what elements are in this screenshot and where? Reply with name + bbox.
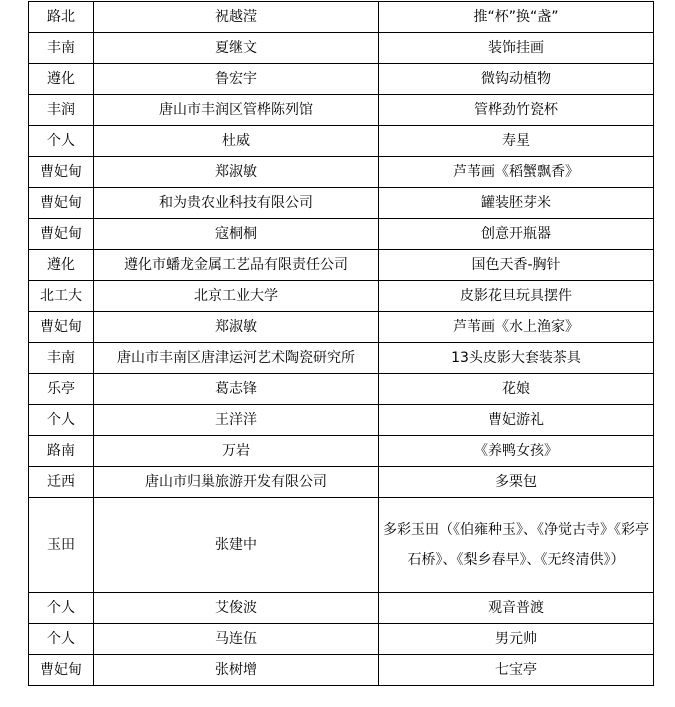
table-row — [29, 498, 654, 593]
table-row — [29, 374, 654, 405]
table-row — [29, 281, 654, 312]
work-cell: 推“杯”换“盏” — [379, 2, 654, 33]
table-row — [29, 33, 654, 64]
work-cell: 国色天香-胸针 — [379, 250, 654, 281]
region-cell: 曹妃甸 — [29, 188, 94, 219]
table-row — [29, 219, 654, 250]
table-row — [29, 126, 654, 157]
work-cell: 寿星 — [379, 126, 654, 157]
unit-cell: 唐山市归巢旅游开发有限公司 — [94, 467, 379, 498]
work-cell: 皮影花旦玩具摆件 — [379, 281, 654, 312]
unit-cell: 艾俊波 — [94, 593, 379, 624]
table-row — [29, 188, 654, 219]
region-cell: 曹妃甸 — [29, 157, 94, 188]
table-row — [29, 250, 654, 281]
work-cell: 观音普渡 — [379, 593, 654, 624]
unit-cell: 马连伍 — [94, 624, 379, 655]
work-cell: 七宝亭 — [379, 655, 654, 686]
unit-cell: 万岩 — [94, 436, 379, 467]
work-cell: 微钩动植物 — [379, 64, 654, 95]
unit-cell: 郑淑敏 — [94, 312, 379, 343]
work-cell: 13头皮影大套装茶具 — [379, 343, 654, 374]
region-cell: 玉田 — [29, 498, 94, 593]
region-cell: 乐亭 — [29, 374, 94, 405]
region-cell: 遵化 — [29, 64, 94, 95]
unit-cell: 张建中 — [94, 498, 379, 593]
table-row — [29, 64, 654, 95]
region-cell: 曹妃甸 — [29, 219, 94, 250]
unit-cell: 北京工业大学 — [94, 281, 379, 312]
region-cell: 个人 — [29, 405, 94, 436]
region-cell: 路南 — [29, 436, 94, 467]
unit-cell: 郑淑敏 — [94, 157, 379, 188]
work-cell: 男元帅 — [379, 624, 654, 655]
table-body — [29, 2, 654, 686]
unit-cell: 唐山市丰南区唐津运河艺术陶瓷研究所 — [94, 343, 379, 374]
unit-cell: 和为贵农业科技有限公司 — [94, 188, 379, 219]
work-cell: 创意开瓶器 — [379, 219, 654, 250]
table-row — [29, 405, 654, 436]
work-cell: 花娘 — [379, 374, 654, 405]
work-cell: 管桦劲竹瓷杯 — [379, 95, 654, 126]
work-cell: 罐装胚芽米 — [379, 188, 654, 219]
unit-cell: 王洋洋 — [94, 405, 379, 436]
work-cell: 多彩玉田（《伯雍种玉》、《净觉古寺》《彩亭石桥》、《梨乡春早》、《无终清供》） — [379, 498, 654, 593]
unit-cell: 夏继文 — [94, 33, 379, 64]
unit-cell: 祝越滢 — [94, 2, 379, 33]
unit-cell: 鲁宏宇 — [94, 64, 379, 95]
table-row — [29, 624, 654, 655]
region-cell: 丰南 — [29, 33, 94, 64]
work-cell: 芦苇画《稻蟹飘香》 — [379, 157, 654, 188]
region-cell: 遵化 — [29, 250, 94, 281]
exhibit-table — [28, 1, 654, 686]
table-row — [29, 157, 654, 188]
region-cell: 个人 — [29, 593, 94, 624]
table-row — [29, 436, 654, 467]
region-cell: 曹妃甸 — [29, 655, 94, 686]
table-row — [29, 593, 654, 624]
unit-cell: 张树增 — [94, 655, 379, 686]
region-cell: 北工大 — [29, 281, 94, 312]
work-cell: 装饰挂画 — [379, 33, 654, 64]
region-cell: 路北 — [29, 2, 94, 33]
region-cell: 丰南 — [29, 343, 94, 374]
unit-cell: 唐山市丰润区管桦陈列馆 — [94, 95, 379, 126]
table-row — [29, 95, 654, 126]
table-row — [29, 2, 654, 33]
unit-cell: 杜威 — [94, 126, 379, 157]
region-cell: 个人 — [29, 624, 94, 655]
work-cell: 多栗包 — [379, 467, 654, 498]
unit-cell: 葛志锋 — [94, 374, 379, 405]
table-row — [29, 467, 654, 498]
work-cell: 曹妃游礼 — [379, 405, 654, 436]
table-row — [29, 312, 654, 343]
table-row — [29, 343, 654, 374]
region-cell: 丰润 — [29, 95, 94, 126]
unit-cell: 寇桐桐 — [94, 219, 379, 250]
region-cell: 曹妃甸 — [29, 312, 94, 343]
unit-cell: 遵化市蟠龙金属工艺品有限责任公司 — [94, 250, 379, 281]
work-cell: 芦苇画《水上渔家》 — [379, 312, 654, 343]
table-row — [29, 655, 654, 686]
work-cell: 《养鸭女孩》 — [379, 436, 654, 467]
region-cell: 迁西 — [29, 467, 94, 498]
region-cell: 个人 — [29, 126, 94, 157]
